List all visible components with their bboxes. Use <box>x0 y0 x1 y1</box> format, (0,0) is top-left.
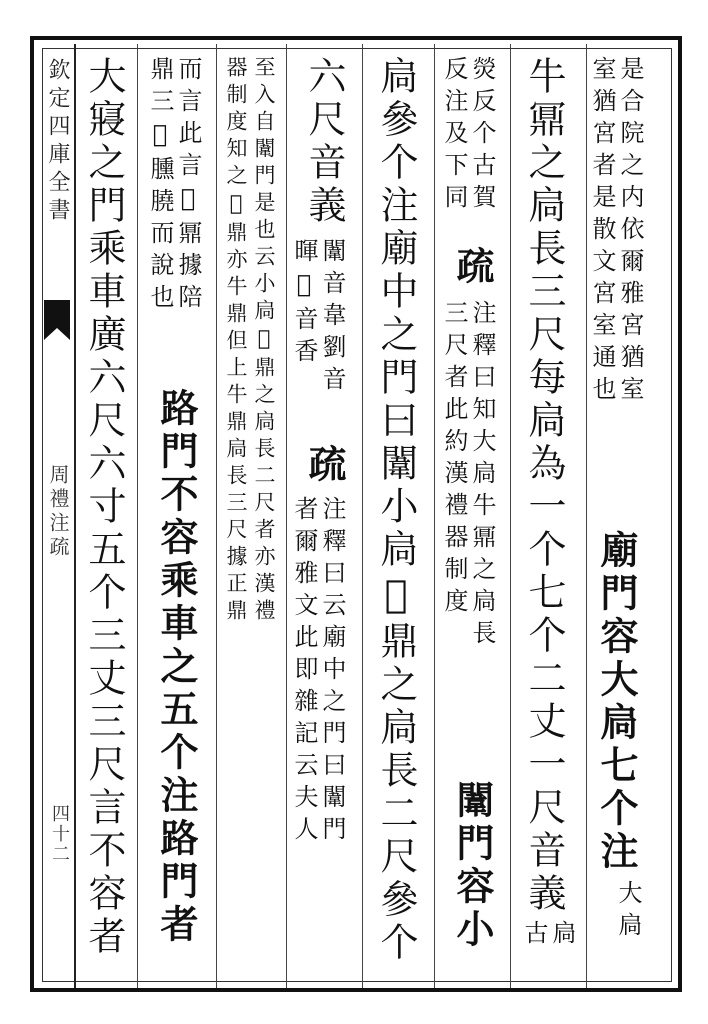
note-left-line: 室猶宮者是散文宮室通也 <box>588 56 616 408</box>
note-left-line: 鼎三𦛤臐膮而說也 <box>146 56 174 316</box>
note-left-line: 器制度知之𦛤鼎亦牛鼎但上牛鼎扃長三尺據正鼎 <box>224 56 248 626</box>
note-right-line: 而言此言𦛤鼏據陪 <box>174 56 202 316</box>
column-4-main-text: 扃參个注廟中之門曰闈小扃𦛤鼎之扃長二尺參个 <box>374 56 418 965</box>
column-rule <box>362 44 363 988</box>
column-1-main-text: 廟門容大扃七个注 <box>594 530 639 874</box>
column-rule <box>434 44 435 988</box>
column-rule <box>510 44 511 988</box>
note-left-line: 者爾雅文此即雜記云夫人 <box>290 496 318 848</box>
column-rule <box>286 44 287 988</box>
note-right-line: 至入自闈門是也云小扃𦛤鼎之扃長二尺者亦漢禮 <box>252 56 276 626</box>
note-right-line: 闈音韋劉音 <box>318 238 346 398</box>
column-5-shu-mark: 疏 <box>302 444 347 487</box>
note-left-line: 反注及下同 <box>440 56 468 216</box>
margin-strip <box>36 44 76 988</box>
column-3-shu-mark: 疏 <box>450 246 495 289</box>
book-title: 周禮注疏 <box>46 464 70 560</box>
note-right-line: 注釋曰知大扃牛鼏之扃長 <box>468 300 496 652</box>
column-1-note <box>588 56 644 408</box>
column-rule <box>216 44 217 988</box>
column-5-main-text: 六尺音義 <box>302 56 346 228</box>
collection-title: 欽定四庫全書 <box>45 58 70 226</box>
column-7-note <box>146 56 202 316</box>
column-3-main-text: 闈門容小 <box>450 780 495 952</box>
note-right-line: 是合院之内依爾雅宮猶室 <box>616 56 644 408</box>
column-1-note-end: 大扃 <box>614 880 642 944</box>
column-3-note-a <box>440 56 496 216</box>
page-number: 四十二 <box>49 804 70 864</box>
note-right-line: 注釋曰云廟中之門曰闈門 <box>318 496 346 848</box>
column-rule <box>137 44 138 988</box>
column-2-note <box>520 920 576 952</box>
column-rule <box>586 44 587 988</box>
column-5-note-b <box>290 496 346 848</box>
note-left-line: 暉𦛤音香 <box>290 238 318 370</box>
column-6-note <box>222 56 278 626</box>
column-3-note-b <box>440 300 496 652</box>
note-right-line: 熒反个古賀 <box>468 56 496 216</box>
note-left-line: 三尺者此約漢禮器制度 <box>440 300 468 620</box>
note-left-line: 古 <box>520 920 548 952</box>
column-5-note-a <box>290 238 346 398</box>
column-8-main-text: 大寢之門乘車廣六尺六寸五个三丈三尺言不容者 <box>82 56 126 959</box>
note-right-line: 扃 <box>548 920 576 952</box>
column-7-main-text: 路門不容乘車之五个注路門者 <box>154 388 199 947</box>
page-border <box>30 36 682 992</box>
column-2-main-text: 牛鼏之扃長三尺每扃為一个七个二丈一尺音義 <box>522 56 566 916</box>
